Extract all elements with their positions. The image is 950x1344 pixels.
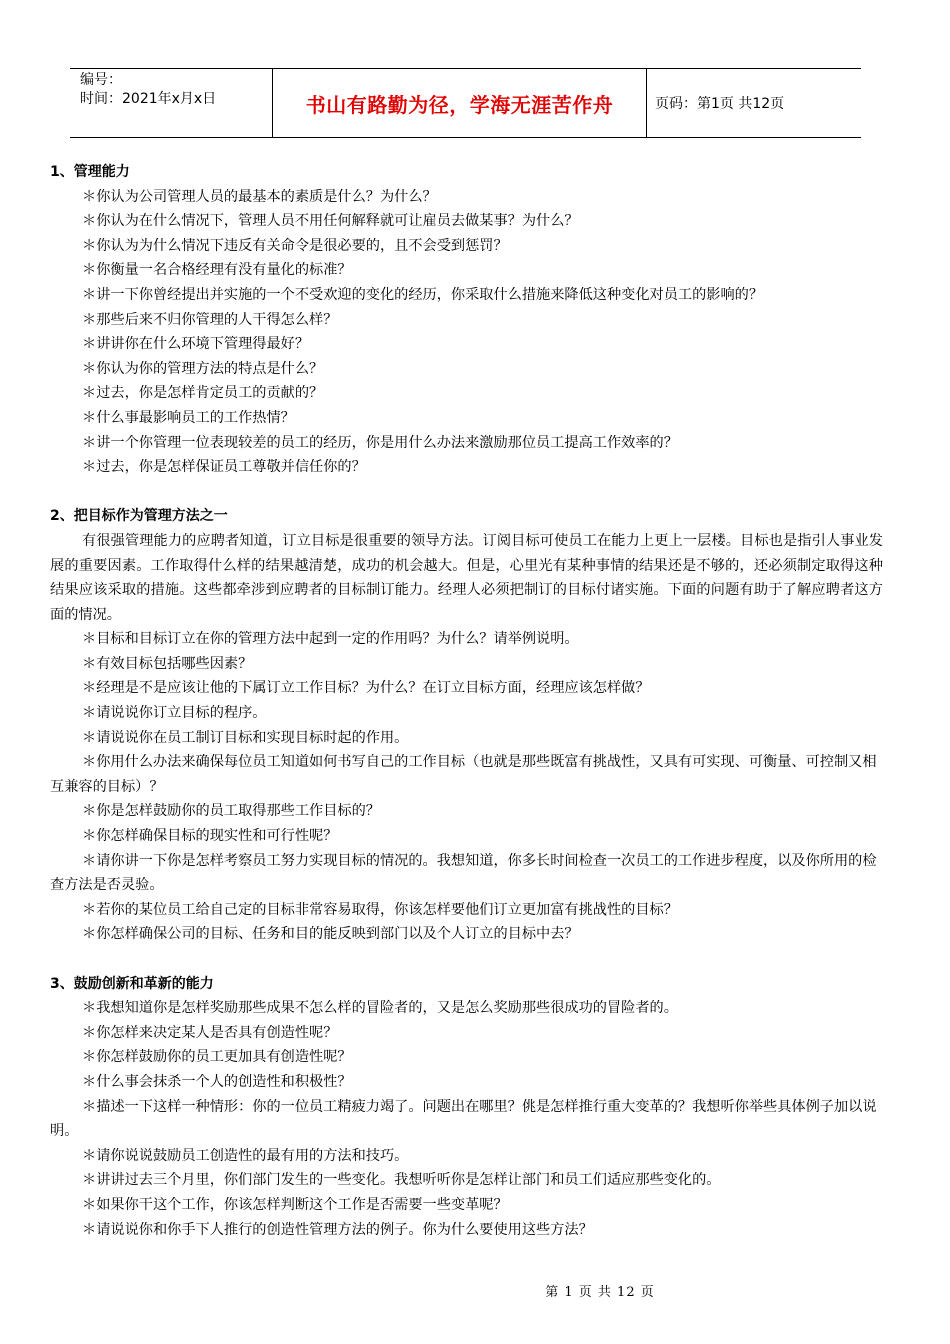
question-item: ＊请说说你在员工制订目标和实现目标时起的作用。 xyxy=(82,729,409,746)
footer-page-number: 第 1 页 共 12 页 xyxy=(545,1285,655,1300)
section-3 xyxy=(50,947,883,1242)
section-1 xyxy=(50,160,883,480)
section-paragraph: 有很强管理能力的应聘者知道，订立目标是很重要的领导方法。订阅目标可使员工在能力上更上一层楼。目标也是指引人事业发展的重要因素。工作取得什么样的结果越清楚，成功的机会越大。但是，心里光有某种事情的结果还是不够的，还必须制定取得这种结果应该采取的措施。这些都牵涉到应聘者的目标制订能力。经理人必须把制订的目标付诸实施。下面的问题有助于了解应聘者这方面的情况。 xyxy=(50,532,883,623)
time-label: 时间：2021年x月x日 xyxy=(80,91,217,107)
question-item: ＊若你的某位员工给自己定的目标非常容易取得，你该怎样要他们订立更加富有挑战性的目标？ xyxy=(82,901,678,918)
question-item: ＊目标和目标订立在你的管理方法中起到一定的作用吗？为什么？请举例说明。 xyxy=(82,631,579,648)
section-gap xyxy=(50,947,883,972)
question-item: ＊请说说你和你手下人推行的创造性管理方法的例子。你为什么要使用这些方法？ xyxy=(82,1221,593,1238)
question-item: ＊请你讲一下你是怎样考察员工努力实现目标的情况的。我想知道，你多长时间检查一次员工的工作进步程度，以及你所用的检查方法是否灵验。 xyxy=(50,852,877,894)
question-item: ＊你认为你的管理方法的特点是什么？ xyxy=(82,360,324,377)
page-header xyxy=(70,68,861,138)
question-item: ＊讲讲过去三个月里，你们部门发生的一些变化。我想听听你是怎样让部门和员工们适应那些变化的。 xyxy=(82,1172,721,1189)
question-item: ＊请你说说鼓励员工创造性的最有用的方法和技巧。 xyxy=(82,1147,409,1164)
question-item: ＊你用什么办法来确保每位员工知道如何书写自己的工作目标（也就是那些既富有挑战性，又具有可实现、可衡量、可控制又相互兼容的目标）？ xyxy=(50,754,877,795)
question-item: ＊讲一下你曾经提出并实施的一个不受欢迎的变化的经历，你采取什么措施来降低这种变化对员工的影响的？ xyxy=(82,286,764,303)
section-gap xyxy=(50,480,883,505)
header-motto: 书山有路勤为径，学海无涯苦作舟 xyxy=(272,69,647,137)
question-item: ＊你怎样确保公司的目标、任务和目的能反映到部门以及个人订立的目标中去？ xyxy=(82,926,579,943)
question-item: ＊请说说你订立目标的程序。 xyxy=(82,705,267,722)
question-item: ＊你认为在什么情况下，管理人员不用任何解释就可让雇员去做某事？为什么？ xyxy=(82,213,579,230)
question-item: ＊你衡量一名合格经理有没有量化的标准？ xyxy=(82,262,352,279)
page-footer xyxy=(0,1281,950,1300)
question-item: ＊我想知道你是怎样奖励那些成果不怎么样的冒险者的，又是怎么奖励那些很成功的冒险者的。 xyxy=(82,1000,678,1017)
question-item: ＊讲讲你在什么环境下管理得最好？ xyxy=(82,336,310,353)
question-item: ＊过去，你是怎样肯定员工的贡献的？ xyxy=(82,385,324,402)
section-title: 3、鼓励创新和革新的能力 xyxy=(50,975,214,992)
document-body xyxy=(50,160,883,1242)
header-page-label: 页码：第1页 共12页 xyxy=(655,96,785,112)
question-item: ＊描述一下这样一种情形：你的一位员工精疲力竭了。问题出在哪里？佻是怎样推行重大变革的？我想听你举些具体例子加以说明。 xyxy=(50,1098,877,1140)
question-item: ＊经理是不是应该让他的下属订立工作目标？为什么？在订立目标方面，经理应该怎样做？ xyxy=(82,680,650,697)
section-2 xyxy=(50,480,883,947)
question-item: ＊有效目标包括哪些因素？ xyxy=(82,655,253,672)
number-label: 编号： xyxy=(80,72,122,88)
question-item: ＊过去，你是怎样保证员工尊敬并信任你的？ xyxy=(82,459,366,476)
section-title: 2、把目标作为管理方法之一 xyxy=(50,508,228,525)
section-title: 1、管理能力 xyxy=(50,164,130,180)
question-item: ＊讲一个你管理一位表现较差的员工的经历，你是用什么办法来激励那位员工提高工作效率的？ xyxy=(82,434,678,451)
question-item: ＊如果你干这个工作，你该怎样判断这个工作是否需要一些变革呢？ xyxy=(82,1196,508,1213)
header-meta xyxy=(70,69,272,137)
question-item: ＊你怎样确保目标的现实性和可行性呢？ xyxy=(82,828,338,845)
question-item: ＊你怎样鼓励你的员工更加具有创造性呢？ xyxy=(82,1049,352,1066)
question-item: ＊你认为为什么情况下违反有关命令是很必要的，且不会受到惩罚？ xyxy=(82,237,508,254)
question-item: ＊什么事会抹杀一个人的创造性和积极性？ xyxy=(82,1073,352,1090)
question-item: ＊你认为公司管理人员的最基本的素质是什么？为什么？ xyxy=(82,188,437,205)
question-item: ＊什么事最影响员工的工作热情？ xyxy=(82,409,295,426)
question-item: ＊那些后来不归你管理的人干得怎么样？ xyxy=(82,311,338,328)
question-item: ＊你是怎样鼓励你的员工取得那些工作目标的？ xyxy=(82,803,380,820)
question-item: ＊你怎样来决定某人是否具有创造性呢？ xyxy=(82,1024,338,1041)
